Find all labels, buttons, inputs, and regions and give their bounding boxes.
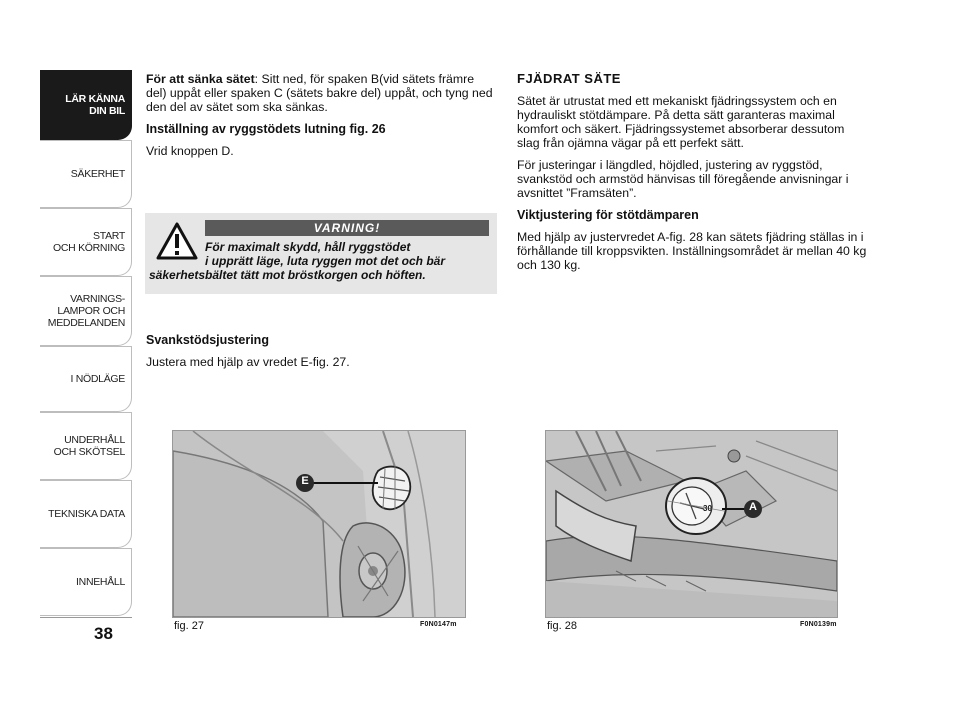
left-column-bottom — [146, 333, 496, 377]
lowering-text: : Sitt ned, för spaken B(vid sätets främre del) uppåt eller spaken C (sätets bakre del) uppåt, och tyng ned den del av sätet som ska sänkas. — [146, 72, 493, 114]
tab-varningslampor[interactable]: VARNINGS- LAMPOR OCH MEDDELANDEN — [40, 276, 132, 346]
weight-adjust-text: Med hjälp av justervredet A-fig. 28 kan sätets fjädring ställas in i förhållande till kroppsvikten. Inställningsområdet är mellan 40 kg och 130 kg. — [517, 230, 867, 272]
left-column-top — [146, 72, 496, 166]
tabs-divider — [40, 617, 132, 618]
backrest-heading: Inställning av ryggstödets lutning fig. 26 — [146, 122, 386, 136]
tab-tekniska-data[interactable]: TEKNISKA DATA — [40, 480, 132, 548]
tab-start-och-korning[interactable]: START OCH KÖRNING — [40, 208, 132, 276]
page-number: 38 — [94, 624, 113, 643]
warning-line-1: För maximalt skydd, håll ryggstödet — [205, 240, 411, 254]
lowering-paragraph — [146, 72, 496, 114]
suspension-heading: FJÄDRAT SÄTE — [517, 71, 621, 86]
warning-line-3: säkerhetsbältet tätt mot bröstkorgen och höften. — [149, 268, 426, 282]
tab-i-nodlage[interactable]: I NÖDLÄGE — [40, 346, 132, 412]
lumbar-heading: Svankstödsjustering — [146, 333, 269, 347]
lumbar-text: Justera med hjälp av vredet E-fig. 27. — [146, 355, 350, 369]
figure-27-code: F0N0147m — [420, 621, 457, 628]
dial-scale-number: 30 — [703, 504, 712, 513]
warning-text — [149, 240, 489, 282]
figure-27-caption: fig. 27 — [174, 620, 204, 632]
weight-adjust-heading: Viktjustering för stötdämparen — [517, 208, 699, 222]
figure-28-code: F0N0139m — [800, 621, 837, 628]
backrest-text: Vrid knoppen D. — [146, 144, 234, 158]
warning-title: VARNING! — [205, 220, 489, 236]
right-column — [517, 72, 869, 280]
figure-28-caption: fig. 28 — [547, 620, 577, 632]
tab-underhall[interactable]: UNDERHÅLL OCH SKÖTSEL — [40, 412, 132, 480]
figure-27-image — [172, 430, 466, 618]
tab-innehall[interactable]: INNEHÅLL — [40, 548, 132, 616]
lumbar-knob — [373, 466, 410, 509]
weight-adjust-dial — [666, 478, 726, 534]
lowering-lead: För att sänka sätet — [146, 72, 255, 86]
callout-a-label: A — [749, 501, 757, 513]
figure-28-image — [545, 430, 838, 618]
warning-line-2: i upprätt läge, luta ryggen mot det och bär — [205, 254, 446, 268]
warning-box — [145, 213, 497, 294]
tab-sakerhet[interactable]: SÄKERHET — [40, 140, 132, 208]
seat-lumbar-illustration — [173, 431, 465, 617]
callout-e-label: E — [301, 475, 309, 487]
adjustment-reference-text: För justeringar i längdled, höjdled, justering av ryggstöd, svankstöd och armstöd hänvisas till föregående anvisningar i avsnittet ”Framsäten”. — [517, 158, 849, 200]
suspension-text: Sätet är utrustat med ett mekaniskt fjädringssystem och en hydrauliskt stötdämpare. På detta sätt garanteras maximal komfort och säkert. Fjädringssystemet absorberar dessutom slag från ojämna vägar på ett perfekt sätt. — [517, 94, 845, 150]
seat-suspension-illustration — [546, 431, 837, 617]
tab-lar-kanna-din-bil[interactable]: LÄR KÄNNA DIN BIL — [40, 70, 132, 140]
